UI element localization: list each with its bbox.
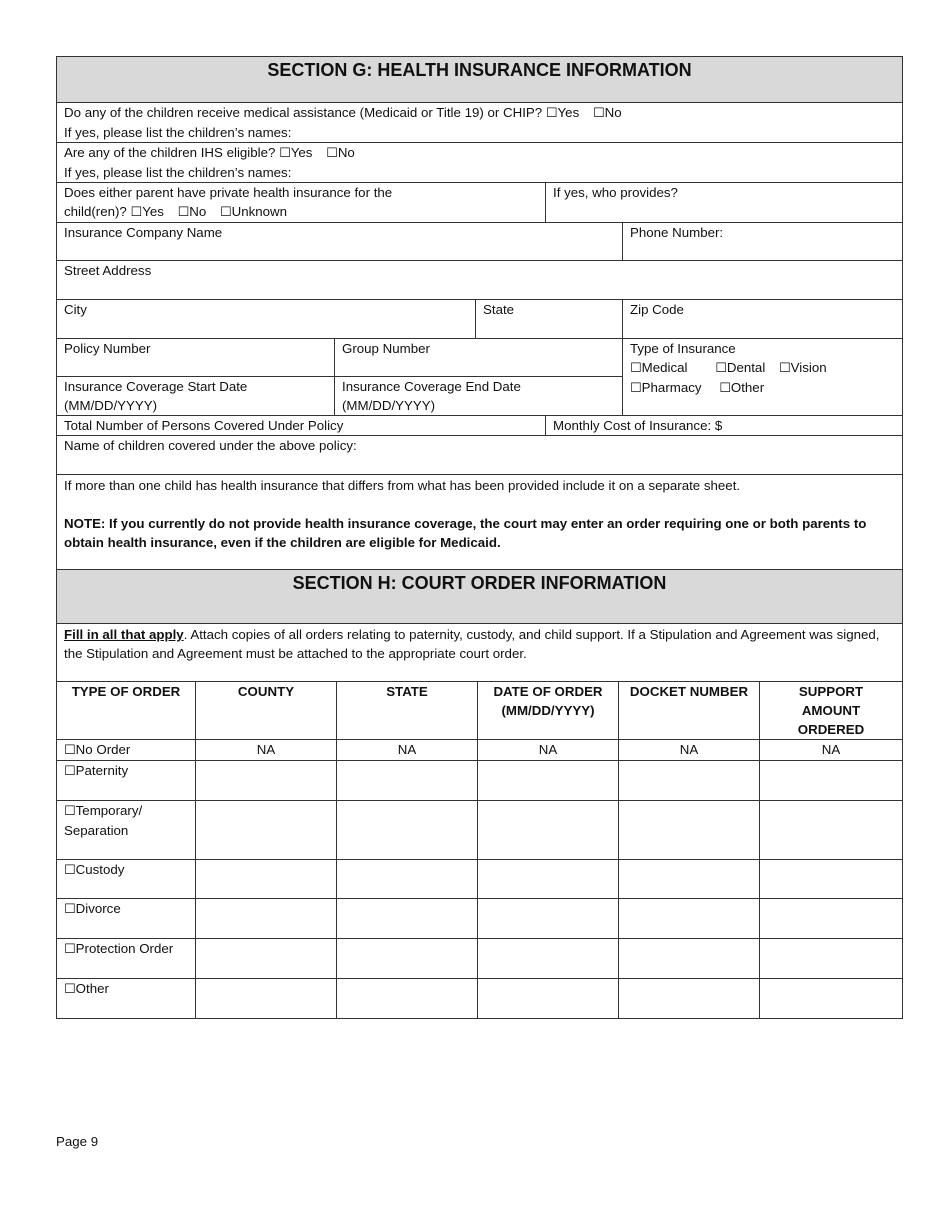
order-type-cell bbox=[57, 939, 196, 979]
private-unknown-label: Unknown bbox=[231, 204, 288, 219]
table-row bbox=[57, 860, 903, 899]
section-h-instructions bbox=[57, 624, 903, 682]
date-cell[interactable] bbox=[478, 801, 619, 860]
private-question-cont: child(ren)? bbox=[64, 204, 127, 219]
coverage-end-field[interactable] bbox=[335, 377, 623, 416]
street-address-field[interactable]: Street Address bbox=[57, 261, 903, 300]
ihs-question: Are any of the children IHS eligible? bbox=[64, 145, 276, 160]
support-cell[interactable] bbox=[760, 899, 903, 939]
medicaid-no-checkbox[interactable]: ☐ bbox=[592, 106, 605, 121]
group-number-field[interactable]: Group Number bbox=[335, 339, 623, 377]
order-type-cell bbox=[57, 761, 196, 801]
header-support-1: SUPPORT bbox=[798, 684, 864, 699]
table-row bbox=[57, 740, 903, 761]
header-docket-number: DOCKET NUMBER bbox=[619, 682, 760, 740]
no-order-checkbox[interactable]: ☐ bbox=[64, 743, 76, 758]
dental-checkbox[interactable]: ☐ bbox=[715, 361, 727, 376]
court-order-table bbox=[56, 682, 903, 1019]
private-no-checkbox[interactable]: ☐ bbox=[177, 205, 190, 220]
county-cell[interactable] bbox=[196, 860, 337, 899]
section-h-title: SECTION H: COURT ORDER INFORMATION bbox=[57, 570, 903, 624]
table-row bbox=[57, 939, 903, 979]
order-type-cell bbox=[57, 860, 196, 899]
state-cell[interactable] bbox=[337, 761, 478, 801]
total-persons-field[interactable]: Total Number of Persons Covered Under Policy bbox=[57, 416, 546, 436]
medicaid-yes-label: Yes bbox=[557, 105, 580, 120]
paternity-checkbox[interactable]: ☐ bbox=[64, 764, 76, 779]
support-cell[interactable] bbox=[760, 801, 903, 860]
order-type-cell bbox=[57, 899, 196, 939]
custody-label: Custody bbox=[75, 862, 125, 877]
private-no-label: No bbox=[189, 204, 207, 219]
private-insurance-cell bbox=[57, 183, 546, 223]
medicaid-row bbox=[57, 103, 903, 143]
support-cell[interactable] bbox=[760, 860, 903, 899]
date-cell[interactable] bbox=[478, 860, 619, 899]
medicaid-names-label: If yes, please list the children’s names: bbox=[64, 125, 292, 140]
support-cell[interactable] bbox=[760, 761, 903, 801]
support-cell[interactable] bbox=[760, 939, 903, 979]
state-cell[interactable] bbox=[337, 860, 478, 899]
state-cell[interactable] bbox=[337, 801, 478, 860]
divorce-checkbox[interactable]: ☐ bbox=[64, 902, 76, 917]
private-question: Does either parent have private health insurance for the bbox=[64, 185, 393, 200]
city-field[interactable]: City bbox=[57, 300, 476, 339]
docket-cell[interactable] bbox=[619, 761, 760, 801]
medical-label: Medical bbox=[641, 360, 688, 375]
state-cell[interactable] bbox=[337, 899, 478, 939]
table-row bbox=[57, 899, 903, 939]
header-county: COUNTY bbox=[196, 682, 337, 740]
date-cell[interactable] bbox=[478, 761, 619, 801]
no-order-label: No Order bbox=[75, 742, 131, 757]
date-cell[interactable] bbox=[478, 939, 619, 979]
other-insurance-checkbox[interactable]: ☐ bbox=[719, 381, 731, 396]
zip-field[interactable]: Zip Code bbox=[623, 300, 903, 339]
header-date-label: DATE OF ORDER bbox=[493, 684, 603, 699]
phone-field[interactable]: Phone Number: bbox=[623, 223, 903, 261]
support-cell[interactable]: NA bbox=[760, 740, 903, 761]
ihs-names-label: If yes, please list the children’s names: bbox=[64, 165, 292, 180]
medical-checkbox[interactable]: ☐ bbox=[630, 361, 642, 376]
docket-cell[interactable] bbox=[619, 860, 760, 899]
other-order-label: Other bbox=[75, 981, 109, 996]
ihs-no-label: No bbox=[337, 145, 355, 160]
header-date-format: (MM/DD/YYYY) bbox=[501, 703, 595, 718]
state-cell[interactable]: NA bbox=[337, 740, 478, 761]
county-cell[interactable] bbox=[196, 801, 337, 860]
insurance-company-field[interactable]: Insurance Company Name bbox=[57, 223, 623, 261]
date-cell[interactable] bbox=[478, 979, 619, 1019]
separate-sheet-text: If more than one child has health insurance that differs from what has been provided include it on a separate sheet. bbox=[64, 478, 741, 493]
order-type-cell bbox=[57, 740, 196, 761]
children-covered-field[interactable]: Name of children covered under the above policy: bbox=[57, 436, 903, 475]
ihs-yes-checkbox[interactable]: ☐ bbox=[279, 146, 291, 161]
medicaid-yes-checkbox[interactable]: ☐ bbox=[545, 106, 558, 121]
state-field[interactable]: State bbox=[476, 300, 623, 339]
coverage-end-format: (MM/DD/YYYY) bbox=[342, 398, 436, 413]
monthly-cost-field[interactable]: Monthly Cost of Insurance: $ bbox=[546, 416, 903, 436]
section-g-table bbox=[56, 56, 903, 682]
instructions-text: . Attach copies of all orders relating to paternity, custody, and child support. If a Stipulation and Agreement was signed, the Stipulation and Agreement must be attached to the appropriate court order. bbox=[64, 627, 880, 661]
county-cell[interactable] bbox=[196, 899, 337, 939]
dental-label: Dental bbox=[726, 360, 766, 375]
custody-checkbox[interactable]: ☐ bbox=[64, 863, 76, 878]
protection-order-label: Protection Order bbox=[75, 941, 174, 956]
divorce-label: Divorce bbox=[75, 901, 121, 916]
note-text: NOTE: If you currently do not provide health insurance coverage, the court may enter an order requiring one or both parents to obtain health insurance, even if the children are eligible for Medicaid. bbox=[64, 516, 867, 550]
page-number: Page 9 bbox=[56, 1134, 99, 1149]
private-yes-label: Yes bbox=[142, 204, 164, 219]
docket-cell[interactable] bbox=[619, 899, 760, 939]
notes-cell bbox=[57, 475, 903, 570]
coverage-start-format: (MM/DD/YYYY) bbox=[64, 398, 158, 413]
table-row bbox=[57, 801, 903, 860]
county-cell[interactable] bbox=[196, 761, 337, 801]
medicaid-question: Do any of the children receive medical assistance (Medicaid or Title 19) or CHIP? bbox=[64, 105, 543, 120]
county-cell[interactable] bbox=[196, 939, 337, 979]
date-cell[interactable]: NA bbox=[478, 740, 619, 761]
private-unknown-checkbox[interactable]: ☐ bbox=[219, 205, 232, 220]
temporary-separation-checkbox[interactable]: ☐ bbox=[64, 804, 76, 819]
header-support-3: ORDERED bbox=[797, 722, 865, 737]
state-cell[interactable] bbox=[337, 979, 478, 1019]
coverage-start-label: Insurance Coverage Start Date bbox=[64, 379, 248, 394]
header-date-of-order bbox=[478, 682, 619, 740]
fill-in-label: Fill in all that apply bbox=[64, 627, 184, 642]
coverage-start-field[interactable] bbox=[57, 377, 335, 416]
who-provides-field[interactable]: If yes, who provides? bbox=[546, 183, 903, 223]
header-type-of-order: TYPE OF ORDER bbox=[57, 682, 196, 740]
protection-order-checkbox[interactable]: ☐ bbox=[64, 942, 76, 957]
order-type-cell bbox=[57, 801, 196, 860]
pharmacy-checkbox[interactable]: ☐ bbox=[630, 381, 642, 396]
type-of-insurance-cell bbox=[623, 339, 903, 416]
temporary-label: Temporary/ bbox=[75, 803, 143, 818]
support-cell[interactable] bbox=[760, 979, 903, 1019]
coverage-end-label: Insurance Coverage End Date bbox=[342, 379, 521, 394]
table-row bbox=[57, 979, 903, 1019]
private-yes-checkbox[interactable]: ☐ bbox=[130, 205, 143, 220]
other-order-checkbox[interactable]: ☐ bbox=[64, 982, 76, 997]
ihs-yes-label: Yes bbox=[290, 145, 313, 160]
medicaid-no-label: No bbox=[604, 105, 622, 120]
ihs-no-checkbox[interactable]: ☐ bbox=[326, 146, 338, 161]
vision-checkbox[interactable]: ☐ bbox=[778, 361, 791, 376]
court-order-header-row bbox=[57, 682, 903, 740]
header-support-2: AMOUNT bbox=[801, 703, 861, 718]
type-of-insurance-label: Type of Insurance bbox=[630, 341, 736, 356]
paternity-label: Paternity bbox=[75, 763, 129, 778]
state-cell[interactable] bbox=[337, 939, 478, 979]
docket-cell[interactable] bbox=[619, 979, 760, 1019]
table-row bbox=[57, 761, 903, 801]
other-insurance-label: Other bbox=[730, 380, 765, 395]
ihs-row bbox=[57, 143, 903, 183]
header-support-amount bbox=[760, 682, 903, 740]
section-g-title: SECTION G: HEALTH INSURANCE INFORMATION bbox=[57, 57, 903, 103]
separation-label: Separation bbox=[64, 823, 129, 838]
header-state: STATE bbox=[337, 682, 478, 740]
policy-number-field[interactable]: Policy Number bbox=[57, 339, 335, 377]
docket-cell[interactable] bbox=[619, 939, 760, 979]
vision-label: Vision bbox=[790, 360, 827, 375]
docket-cell[interactable]: NA bbox=[619, 740, 760, 761]
docket-cell[interactable] bbox=[619, 801, 760, 860]
form-page bbox=[56, 56, 902, 1019]
order-type-cell bbox=[57, 979, 196, 1019]
pharmacy-label: Pharmacy bbox=[641, 380, 702, 395]
county-cell[interactable]: NA bbox=[196, 740, 337, 761]
date-cell[interactable] bbox=[478, 899, 619, 939]
county-cell[interactable] bbox=[196, 979, 337, 1019]
